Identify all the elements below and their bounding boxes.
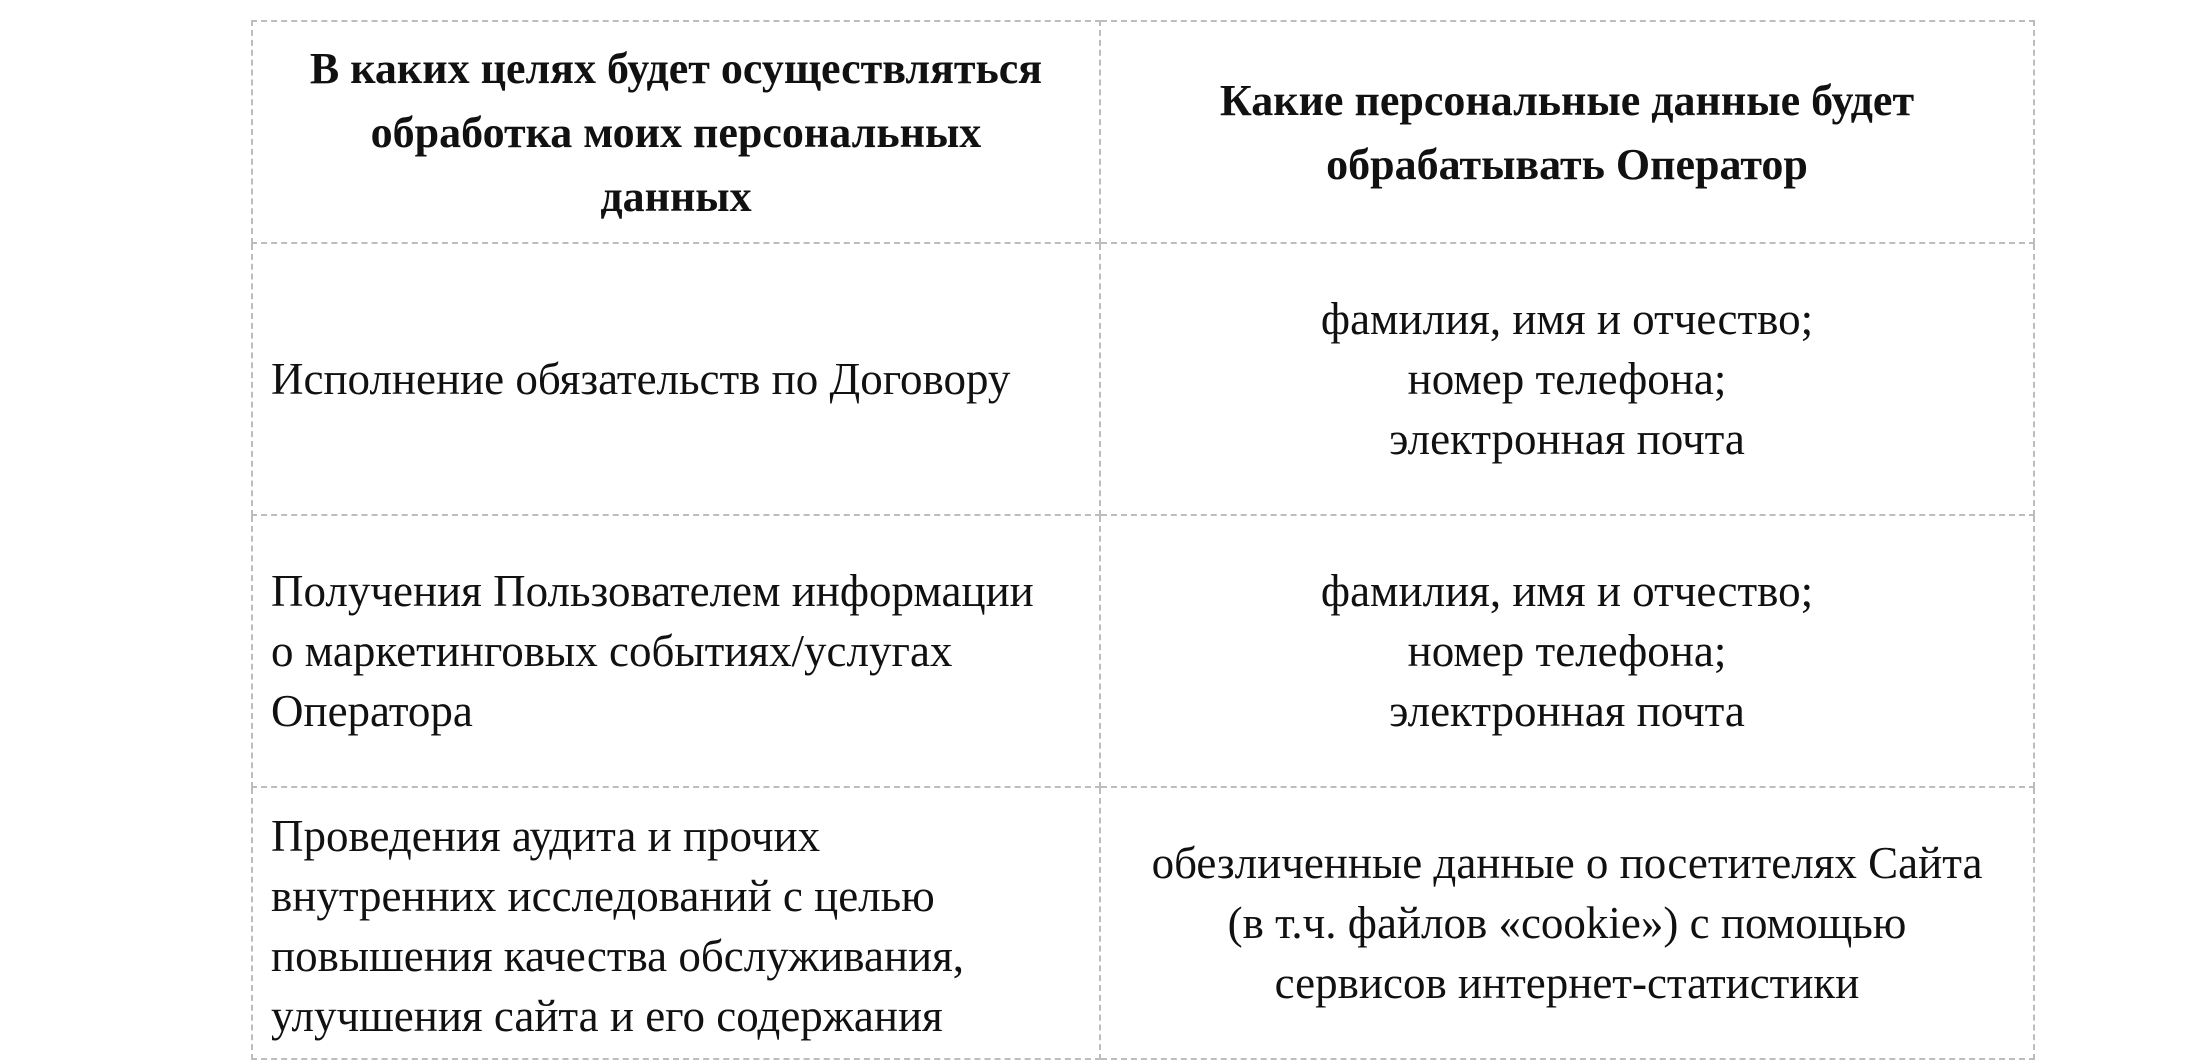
cell-line: повышения качества обслуживания, [271,931,965,981]
purpose-cell [252,243,1100,515]
table-row [252,515,2034,787]
purpose-cell [252,515,1100,787]
cell-line: электронная почта [1389,414,1745,464]
header-data-types [1100,21,2034,243]
table-header-row [252,21,2034,243]
table-row [252,243,2034,515]
cell-line: Оператора [271,686,473,736]
cell-line: (в т.ч. файлов «cookie») с помощью [1227,898,1907,948]
header-line: обработка моих персональных [370,108,982,157]
data-cell [1100,787,2034,1059]
header-line: Какие персональные данные будет [1219,76,1915,125]
cell-line: номер телефона; [1407,626,1727,676]
header-line: данных [600,172,752,221]
cell-line: фамилия, имя и отчество; [1320,294,1814,344]
header-line: В каких целях будет осуществляться [309,44,1043,93]
table-row [252,787,2034,1059]
cell-line: о маркетинговых событиях/услугах [271,626,953,676]
cell-line: номер телефона; [1407,354,1727,404]
cell-line: Исполнение обязательств по Договору [271,354,1011,404]
data-cell [1100,243,2034,515]
cell-line: Получения Пользователем информации [271,566,1034,616]
purpose-cell [252,787,1100,1059]
cell-line: внутренних исследований с целью [271,871,935,921]
cell-line: сервисов интернет-статистики [1274,958,1860,1008]
cell-line: обезличенные данные о посетителях Сайта [1151,838,1983,888]
cell-line: Проведения аудита и прочих [271,811,821,861]
header-purposes [252,21,1100,243]
cell-line: электронная почта [1389,686,1745,736]
data-cell [1100,515,2034,787]
header-line: обрабатывать Оператор [1326,140,1808,189]
cell-line: фамилия, имя и отчество; [1320,566,1814,616]
cell-line: улучшения сайта и его содержания [271,991,943,1041]
personal-data-table [251,20,2035,1060]
